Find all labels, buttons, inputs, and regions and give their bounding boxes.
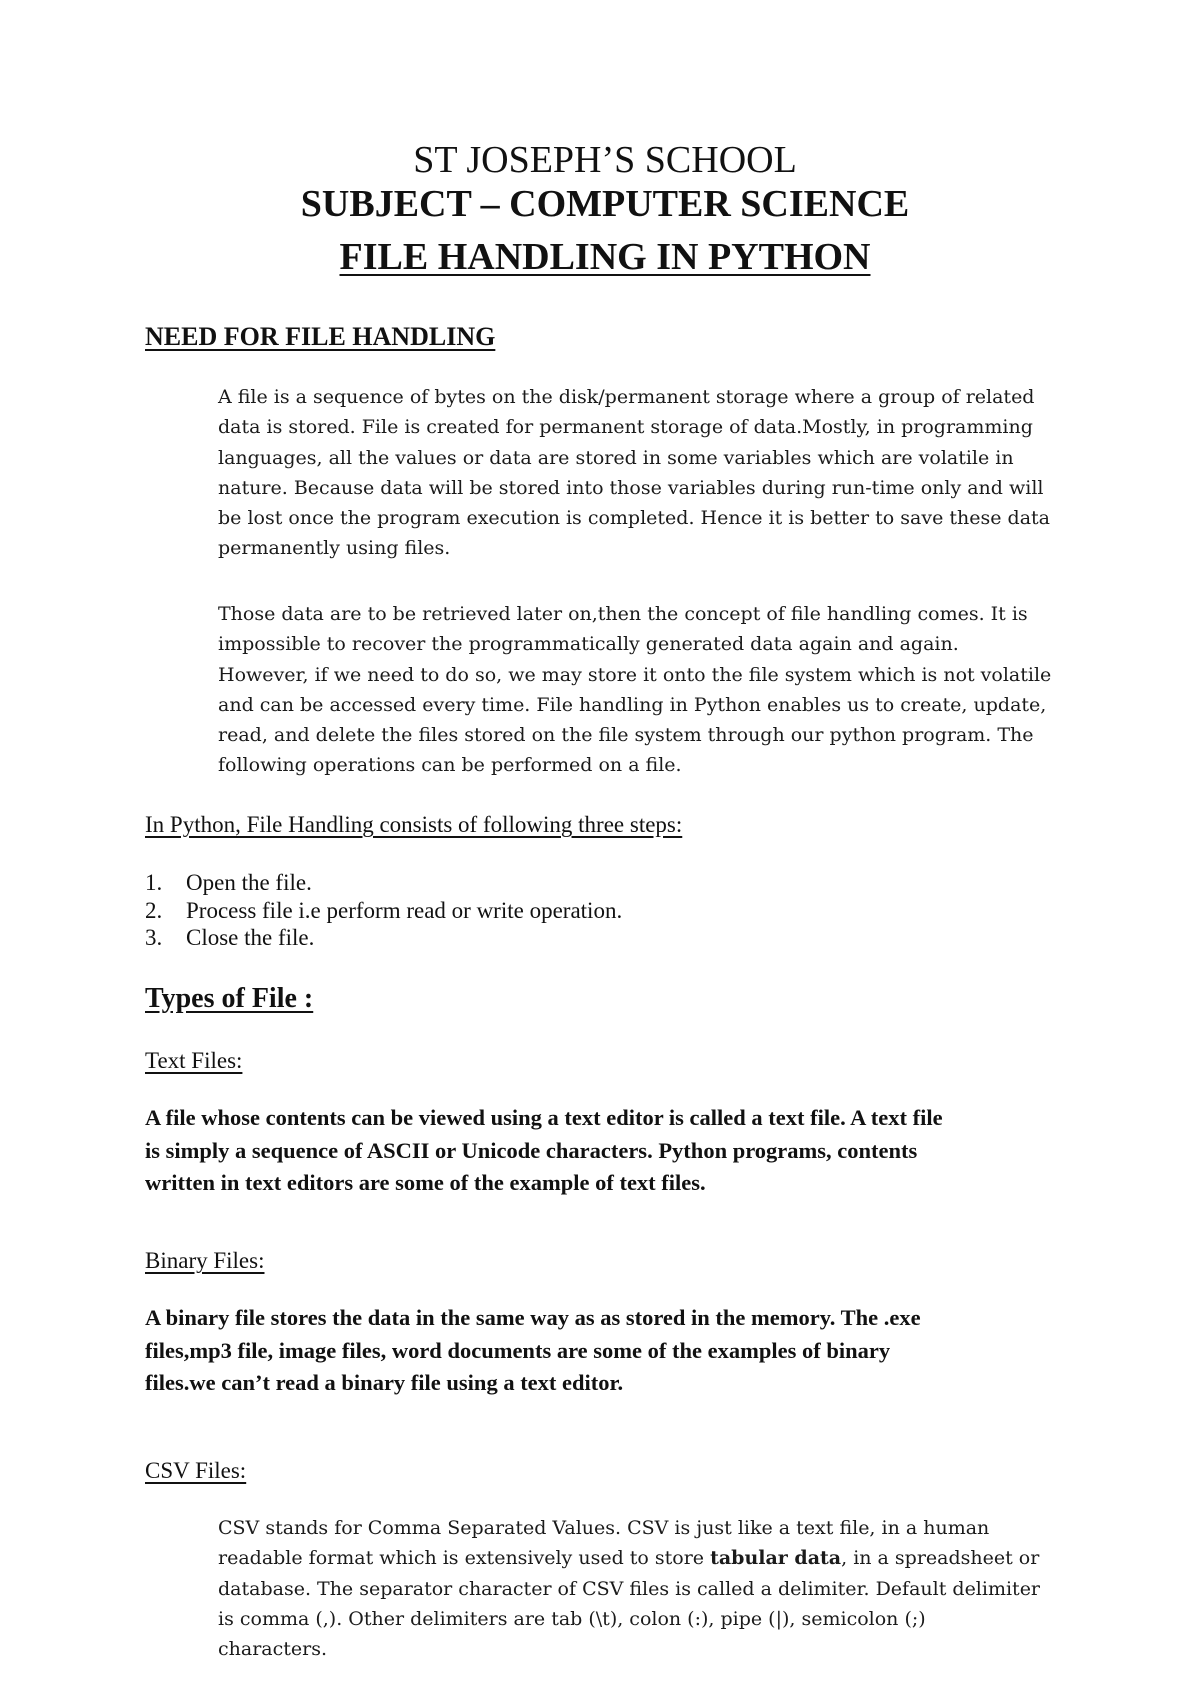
- para-line: be lost once the program execution is completed. Hence it is better to save these data: [218, 507, 1050, 530]
- para-line: A file whose contents can be viewed using a text editor is called a text file. A text file: [145, 1105, 943, 1130]
- bold-term: tabular data: [710, 1547, 842, 1570]
- list-item: [145, 869, 1045, 897]
- para-line: written in text editors are some of the example of text files.: [145, 1170, 706, 1196]
- list-text: Close the file.: [186, 925, 315, 950]
- para-line: CSV stands for Comma Separated Values. CSV is just like a text file, in a human: [218, 1517, 990, 1539]
- list-text: Open the file.: [186, 870, 312, 895]
- list-item: [145, 924, 1045, 952]
- para-line: files,mp3 file, image files, word documents are some of the examples of binary: [145, 1337, 891, 1363]
- binary-files-paragraph: [145, 1302, 1105, 1400]
- para-line: impossible to recover the programmatically generated data again and again.: [218, 633, 959, 656]
- para-line: [218, 1543, 1118, 1573]
- list-text: Process file i.e perform read or write operation.: [186, 897, 623, 923]
- subject-title: SUBJECT – COMPUTER SCIENCE: [300, 183, 910, 225]
- para-line: data is stored. File is created for permanent storage of data.Mostly, in programming: [218, 416, 1033, 439]
- topic-title: [0, 235, 1200, 279]
- para-line: languages, all the values or data are stored in some variables which are volatile in: [218, 446, 1014, 469]
- para-line: read, and delete the files stored on the file system through our python program. The: [218, 724, 1034, 747]
- list-number: 1.: [145, 870, 163, 895]
- csv-files-paragraph: [218, 1513, 1118, 1664]
- steps-heading: In Python, File Handling consists of following three steps:: [145, 812, 683, 837]
- para-line: A binary file stores the data in the same way as as stored in the memory. The .exe: [145, 1305, 921, 1330]
- need-paragraph-1: [218, 382, 1118, 564]
- csv-files-heading: CSV Files:: [145, 1458, 247, 1483]
- binary-files-heading: Binary Files:: [145, 1248, 265, 1273]
- topic-title-text: FILE HANDLING IN PYTHON: [339, 236, 871, 278]
- list-number: 2.: [145, 897, 163, 923]
- para-line: files.we can’t read a binary file using a text editor.: [145, 1370, 624, 1396]
- para-line: nature. Because data will be stored into those variables during run-time only and will: [218, 476, 1044, 499]
- steps-list: [145, 869, 1045, 952]
- types-heading: Types of File :: [145, 983, 314, 1014]
- text-files-paragraph: [145, 1102, 1105, 1200]
- text-files-heading: Text Files:: [145, 1048, 243, 1073]
- para-line: A file is a sequence of bytes on the disk/permanent storage where a group of related: [218, 386, 1035, 408]
- school-title: ST JOSEPH’S SCHOOL: [413, 139, 797, 181]
- para-text: , in a spreadsheet or: [841, 1547, 1040, 1570]
- para-line: characters.: [218, 1638, 328, 1661]
- para-line: Those data are to be retrieved later on,then the concept of file handling comes. It is: [218, 603, 1028, 625]
- para-line: database. The separator character of CSV files is called a delimiter. Default delimiter: [218, 1577, 1041, 1600]
- para-text: readable format which is extensively used to store: [218, 1547, 711, 1570]
- para-line: and can be accessed every time. File handling in Python enables us to create, update,: [218, 693, 1047, 716]
- need-paragraph-2: [218, 599, 1118, 781]
- para-line: However, if we need to do so, we may store it onto the file system which is not volatile: [218, 663, 1052, 686]
- para-line: is simply a sequence of ASCII or Unicode characters. Python programs, contents: [145, 1137, 918, 1163]
- para-line: permanently using files.: [218, 537, 451, 560]
- para-line: following operations can be performed on a file.: [218, 754, 682, 777]
- list-number: 3.: [145, 925, 163, 950]
- list-item: [145, 897, 1045, 925]
- need-heading: NEED FOR FILE HANDLING: [145, 322, 496, 351]
- para-line: is comma (,). Other delimiters are tab (\t), colon (:), pipe (|), semicolon (;): [218, 1607, 926, 1630]
